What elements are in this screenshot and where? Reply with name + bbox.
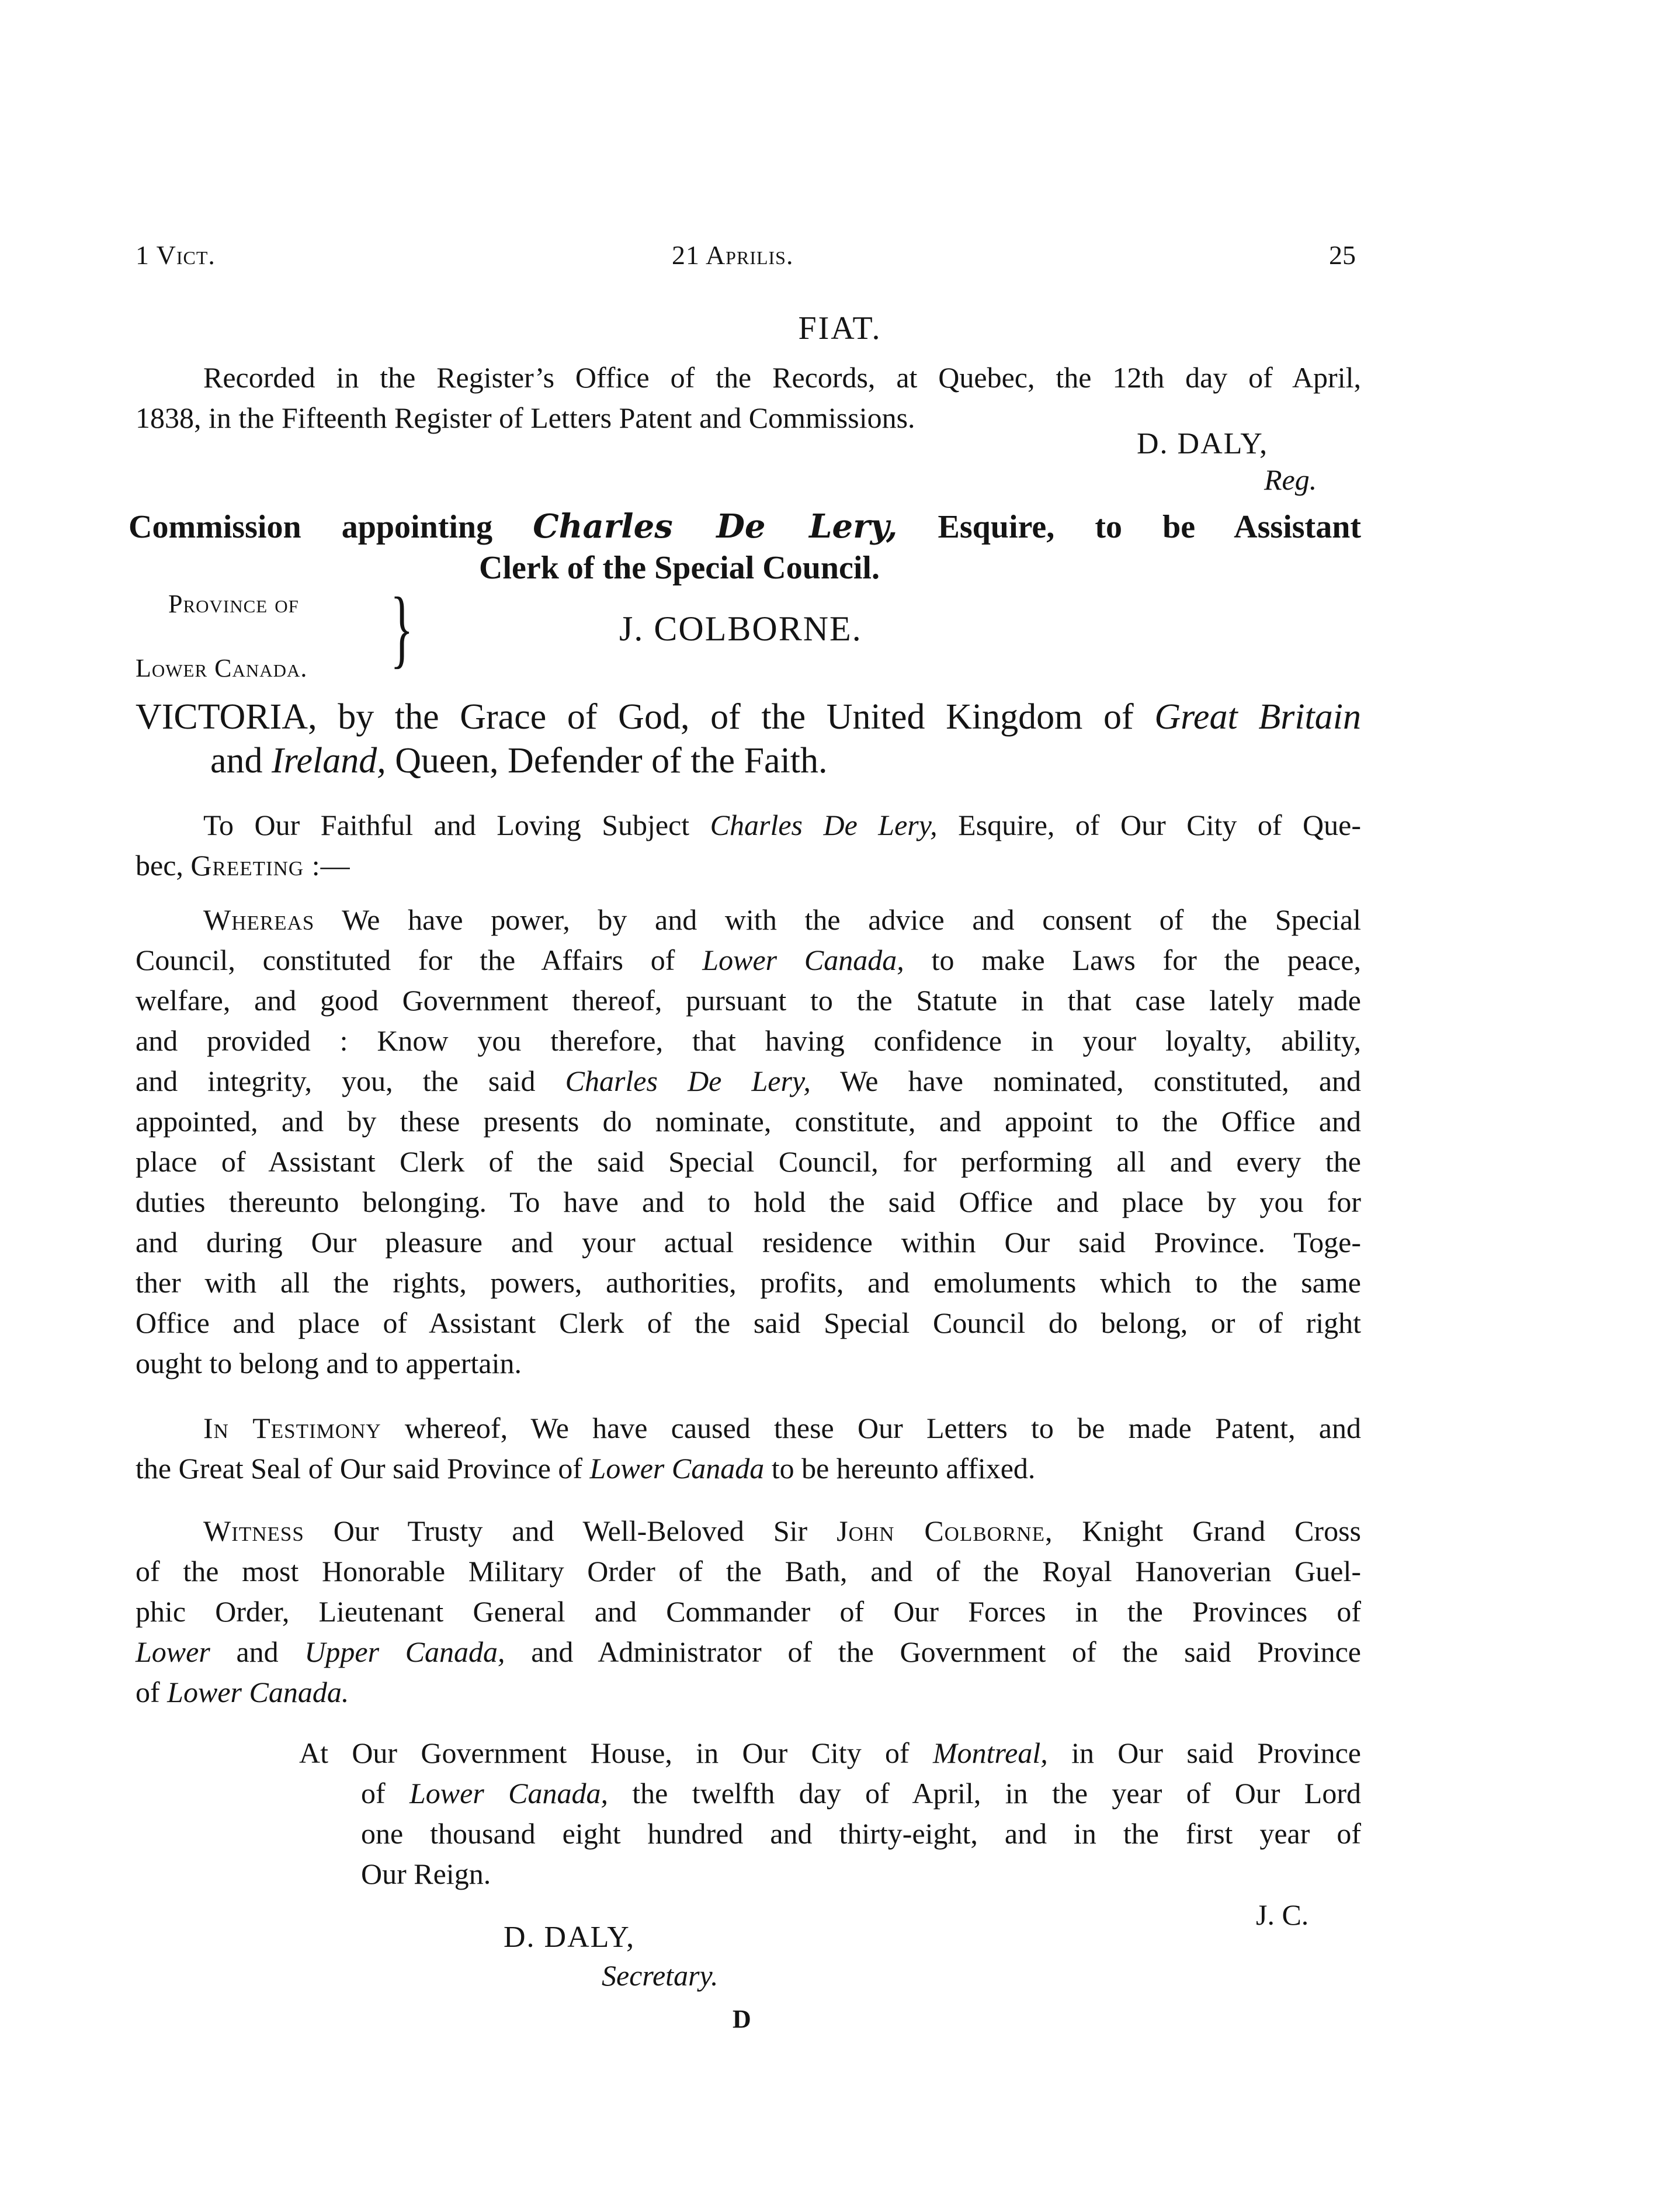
witness-text: Our Trusty and Well-Beloved Sir	[304, 1514, 837, 1547]
whereas-text: We have power, by and with the advice and consent of the Special	[314, 903, 1361, 936]
testimony-text: whereof, We have caused these Our Letters to be made Patent, and	[381, 1412, 1361, 1444]
whereas-text: place of Assistant Clerk of the said Special Council, for performing all and every the	[136, 1145, 1361, 1178]
at-house-text: Our Reign.	[361, 1857, 491, 1890]
fiat-line: 1838, in the Fifteenth Register of Letters Patent and Commissions.	[136, 401, 915, 434]
greeting-text: bec,	[136, 849, 191, 882]
greeting-text: To Our Faithful and Loving Subject	[203, 809, 710, 841]
whereas-text: We have nominated, constituted, and	[810, 1065, 1362, 1097]
at-house-text: Lower Canada,	[409, 1777, 608, 1810]
witness-text: of the most Honorable Military Order of the Bath, and of the Royal Hanoverian Guel-	[136, 1555, 1361, 1588]
testimony-paragraph	[136, 1408, 1361, 1489]
whereas-text: Council, constituted for the Affairs of	[136, 944, 703, 976]
whereas-text: Charles De Lery,	[565, 1065, 811, 1097]
whereas-text: duties thereunto belonging. To have and to hold the said Office and place by you for	[136, 1186, 1361, 1218]
testimony-text: Lower Canada	[589, 1452, 765, 1485]
greeting-text: Charles De Lery,	[710, 809, 938, 841]
whereas-text: and during Our pleasure and your actual residence within Our said Province. Toge-	[136, 1226, 1361, 1259]
fiat-signer: D. DALY,	[1137, 427, 1269, 460]
province-line: Province of	[168, 590, 299, 618]
whereas-paragraph	[136, 900, 1361, 1384]
signature-mark: D	[733, 2005, 751, 2033]
province-line: Lower Canada.	[136, 654, 308, 682]
brace-mark: }	[390, 580, 414, 677]
running-header-center: 21 Aprilis.	[672, 240, 794, 270]
at-house-text: of	[361, 1777, 409, 1810]
at-government-house-paragraph	[299, 1733, 1361, 1894]
witness-text: John Colborne,	[836, 1514, 1053, 1547]
running-header-left: 1 Vict.	[136, 240, 216, 270]
testimony-text: In Testimony	[203, 1412, 381, 1444]
whereas-text: Lower Canada,	[702, 944, 904, 976]
whereas-text: appointed, and by these presents do nominate, constitute, and appoint to the Office and	[136, 1105, 1361, 1138]
at-house-text: in Our said Province	[1047, 1737, 1361, 1769]
witness-paragraph	[136, 1511, 1361, 1713]
whereas-text: and provided : Know you therefore, that having confidence in your loyalty, ability,	[136, 1024, 1361, 1057]
testimony-text: to be hereunto affixed.	[764, 1452, 1036, 1485]
initials: J. C.	[1256, 1898, 1309, 1931]
fiat-signer-title: Reg.	[1264, 463, 1317, 496]
at-house-text: Montreal,	[933, 1737, 1048, 1769]
victoria-text: Great Britain	[1154, 697, 1361, 737]
whereas-text: welfare, and good Government thereof, pursuant to the Statute in that case lately made	[136, 984, 1361, 1017]
witness-text: Knight Grand Cross	[1053, 1514, 1361, 1547]
victoria-paragraph	[136, 695, 1361, 783]
page-number: 25	[1329, 240, 1356, 270]
commission-text: Commission appointing	[129, 509, 533, 545]
whereas-text: to make Laws for the peace,	[904, 944, 1361, 976]
secretary-signer: D. DALY,	[504, 1921, 636, 1954]
greeting-text: Greeting :—	[190, 849, 350, 882]
at-house-text: At Our Government House, in Our City of	[299, 1737, 933, 1769]
at-house-text: the twelfth day of April, in the year of Our Lord	[608, 1777, 1361, 1810]
greeting-text: Esquire, of Our City of Que-	[937, 809, 1361, 841]
whereas-text: Whereas	[203, 903, 315, 936]
witness-text: Lower	[136, 1635, 210, 1668]
witness-text: and	[210, 1635, 305, 1668]
victoria-text: VICTORIA, by the Grace of God, of the United Kingdom of	[136, 697, 1155, 737]
witness-text: Upper Canada,	[304, 1635, 505, 1668]
testimony-text: the Great Seal of Our said Province of	[136, 1452, 590, 1485]
governor-signature: J. COLBORNE.	[619, 609, 862, 648]
commission-text: Clerk of the Special Council.	[479, 550, 880, 586]
witness-text: phic Order, Lieutenant General and Commander of Our Forces in the Provinces of	[136, 1595, 1361, 1628]
greeting-paragraph	[136, 805, 1361, 886]
victoria-text: and	[210, 741, 272, 781]
witness-text: and Administrator of the Government of the said Province	[505, 1635, 1361, 1668]
at-house-text: one thousand eight hundred and thirty-eight, and in the first year of	[361, 1817, 1361, 1850]
commission-heading	[129, 506, 1361, 588]
fiat-title: FIAT.	[798, 310, 882, 346]
secretary-title: Secretary.	[602, 1959, 718, 1992]
witness-text: Lower Canada.	[167, 1676, 349, 1708]
whereas-text: Office and place of Assistant Clerk of the said Special Council do belong, or of right	[136, 1306, 1361, 1339]
victoria-text: Ireland,	[272, 741, 386, 781]
fiat-line: Recorded in the Register’s Office of the Records, at Quebec, the 12th day of April,	[203, 361, 1361, 394]
victoria-text: Queen, Defender of the Faith.	[386, 741, 828, 781]
commission-appointee: Charles De Lery,	[533, 507, 898, 546]
commission-text: Esquire, to be Assistant	[897, 509, 1361, 545]
whereas-text: ought to belong and to appertain.	[136, 1347, 522, 1380]
whereas-text: and integrity, you, the said	[136, 1065, 565, 1097]
witness-text: Witness	[203, 1514, 304, 1547]
whereas-text: ther with all the rights, powers, authorities, profits, and emoluments which to the same	[136, 1266, 1361, 1299]
witness-text: of	[136, 1676, 168, 1708]
